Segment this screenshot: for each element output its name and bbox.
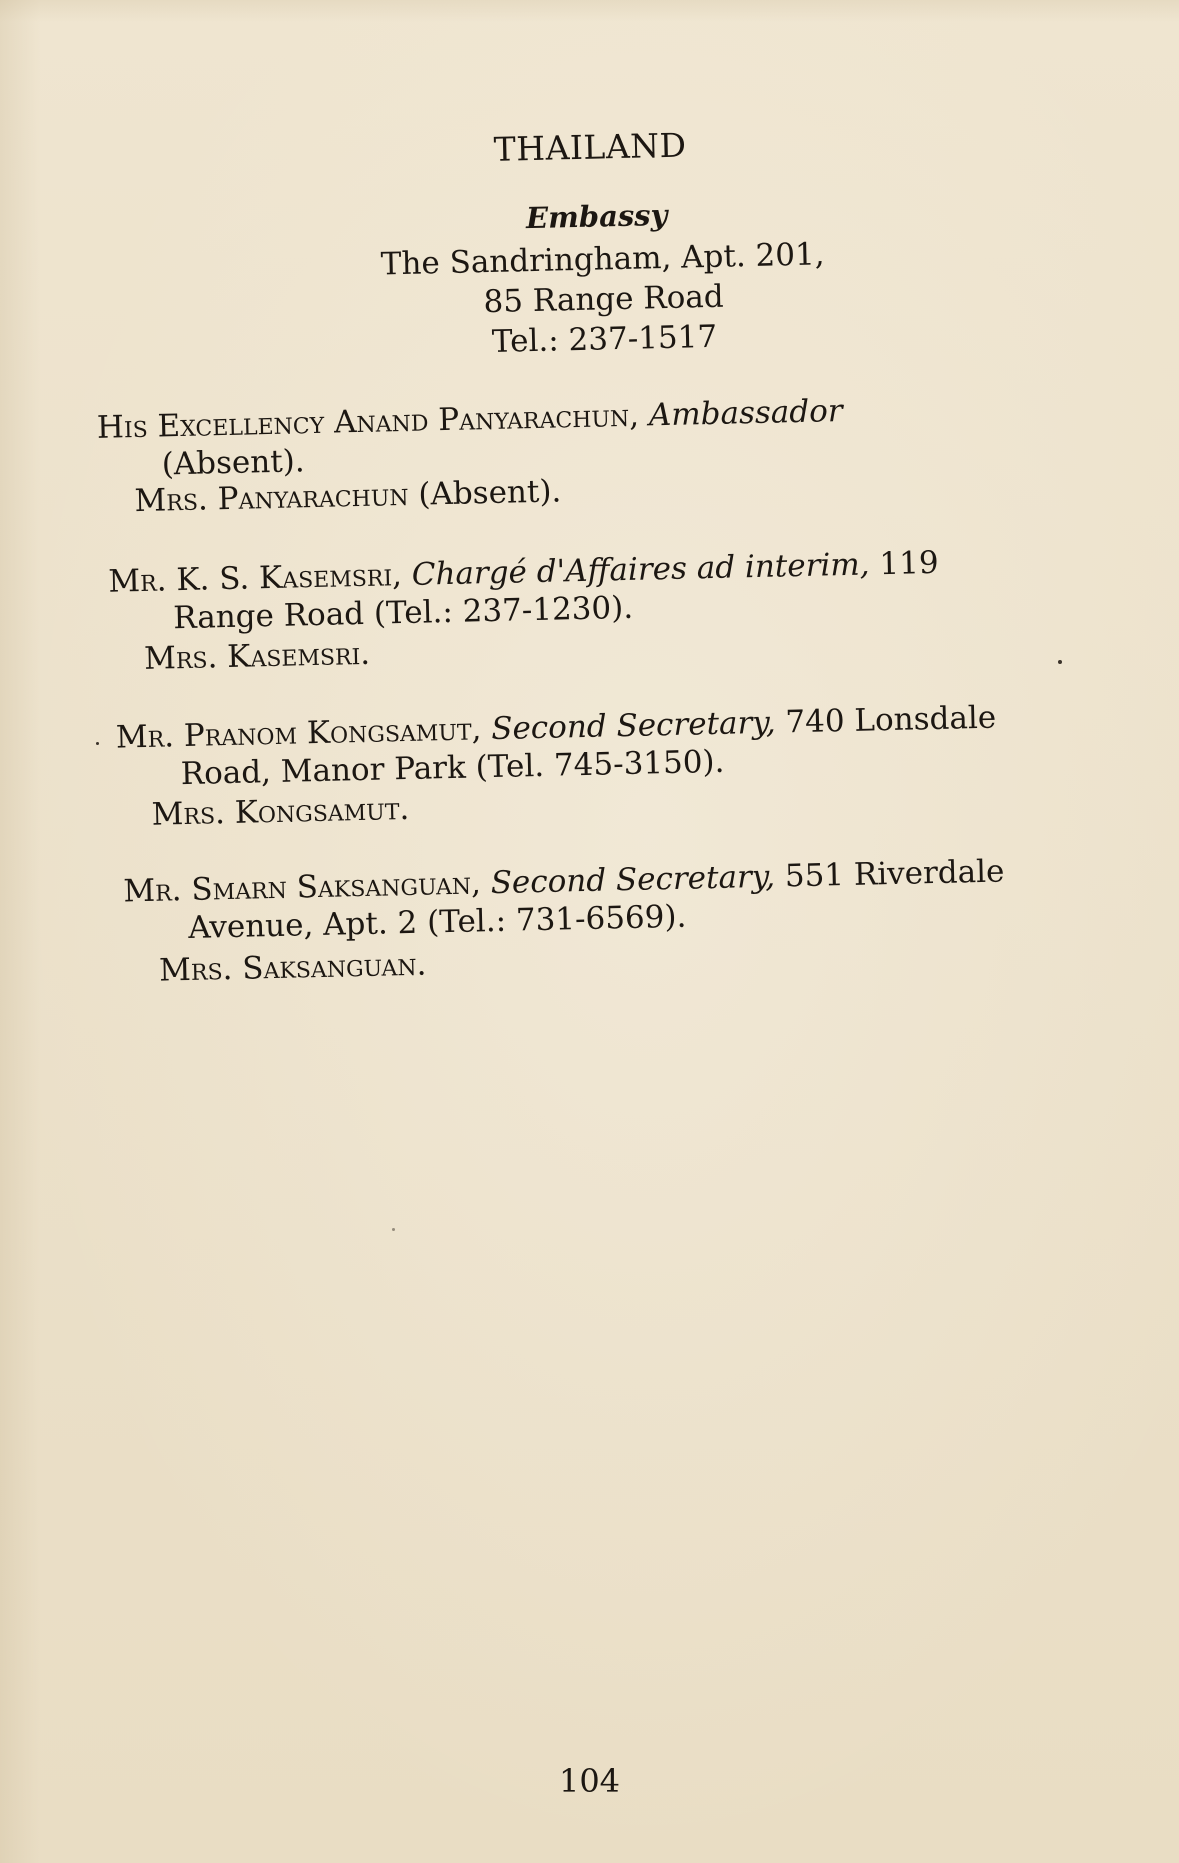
entry-title: Chargé d'Affaires ad interim, <box>411 546 870 593</box>
entry-name: Mrs. Kasemsri. <box>143 635 371 677</box>
entry-address-start: 740 Lonsdale <box>785 699 997 741</box>
entry-second-secretary <box>115 699 997 795</box>
entry-spouse <box>151 790 409 834</box>
paper-speck <box>96 742 99 745</box>
entry-title: Ambassador <box>648 393 843 434</box>
embassy-address-line1: The Sandringham, Apt. 201, <box>380 236 825 283</box>
page-top-shadow <box>0 0 1179 22</box>
entry-name: Mrs. Panyarachun <box>134 476 409 520</box>
entry-name: Mr. K. S. Kasemsri, <box>107 557 403 600</box>
entry-address-start: 551 Riverdale <box>784 853 1005 895</box>
paper-speck <box>1058 660 1062 664</box>
entry-name: His Excellency Anand Panyarachun, <box>96 397 640 446</box>
page-number: 104 <box>558 1762 621 1800</box>
entry-second-secretary <box>123 852 1006 948</box>
entry-name: Mrs. Saksanguan. <box>158 946 427 989</box>
entry-status: (Absent). <box>417 473 562 513</box>
entry-title: Second Secretary, <box>490 858 776 902</box>
paper-speck <box>392 1228 395 1231</box>
section-heading: Embassy <box>525 197 668 236</box>
entry-spouse <box>144 635 371 678</box>
embassy-address-line2: 85 Range Road <box>483 278 725 321</box>
entry-continuation: (Absent). <box>161 443 306 483</box>
entry-ambassador <box>96 392 843 485</box>
entry-continuation: Avenue, Apt. 2 (Tel.: 731-6569). <box>187 898 687 946</box>
embassy-telephone: Tel.: 237-1517 <box>491 318 718 360</box>
entry-title: Second Secretary, <box>490 704 776 748</box>
entry-continuation: Range Road (Tel.: 237-1230). <box>172 589 634 637</box>
entry-spouse <box>159 946 427 990</box>
entry-name: Mrs. Kongsamut. <box>151 790 410 833</box>
country-heading: THAILAND <box>493 125 687 169</box>
entry-charge-daffaires <box>108 544 940 639</box>
entry-name: Mr. Smarn Saksanguan, <box>122 865 482 910</box>
entry-continuation: Road, Manor Park (Tel. 745-3150). <box>180 743 725 793</box>
entry-name: Mr. Pranom Kongsamut, <box>115 711 482 756</box>
entry-address-start: 119 <box>879 544 939 583</box>
